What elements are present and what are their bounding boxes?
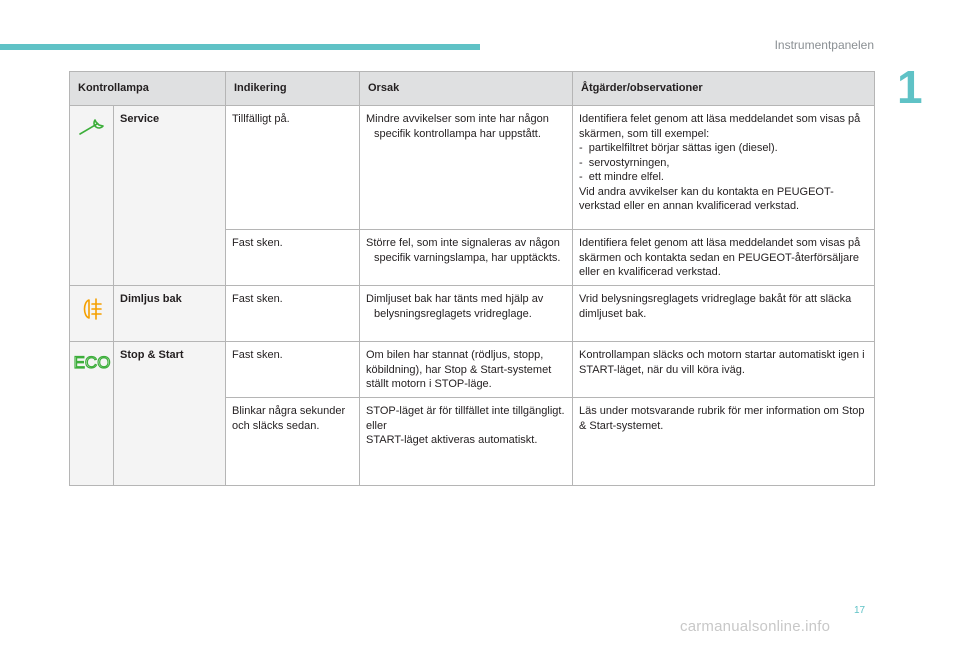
action-list-item: - ett mindre elfel. bbox=[579, 171, 664, 183]
header-atgarder: Åtgärder/observationer bbox=[573, 72, 875, 106]
action-cell: Identifiera felet genom att läsa meddelandet som visas på skärmen och kontakta sedan en PEUGEOT-återförsäljare eller en kvalificerad verkstad. bbox=[573, 230, 875, 286]
lamp-name: Dimljus bak bbox=[114, 286, 226, 342]
watermark: carmanualsonline.info bbox=[680, 618, 831, 635]
cause-cell bbox=[360, 286, 573, 342]
indication-cell: Tillfälligt på. bbox=[226, 106, 360, 230]
warning-lamp-table bbox=[69, 71, 875, 486]
cause-line: START-läget aktiveras automatiskt. bbox=[366, 434, 538, 446]
action-list-item: - partikelfiltret börjar sättas igen (diesel). bbox=[579, 142, 778, 154]
cause-text: Mindre avvikelser som inte har någon specifik kontrollampa har uppstått. bbox=[366, 113, 549, 140]
action-cell bbox=[573, 106, 875, 230]
rear-fog-light-icon bbox=[79, 296, 105, 327]
table-row bbox=[70, 342, 875, 398]
cause-text: Dimljuset bak har tänts med hjälp av belysningsreglagets vridreglage. bbox=[366, 293, 544, 320]
cause-cell: Om bilen har stannat (rödljus, stopp, köbildning), har Stop & Start-systemet ställt motorn i STOP-läge. bbox=[360, 342, 573, 398]
cause-cell bbox=[360, 106, 573, 230]
lamp-icon-cell bbox=[70, 106, 114, 286]
action-cell: Kontrollampan släcks och motorn startar automatiskt igen i START-läget, när du vill köra iväg. bbox=[573, 342, 875, 398]
lamp-icon-cell bbox=[70, 342, 114, 486]
header-kontrollampa: Kontrollampa bbox=[70, 72, 226, 106]
action-cell: Vrid belysningsreglagets vridreglage bakåt för att släcka dimljuset bak. bbox=[573, 286, 875, 342]
header-orsak: Orsak bbox=[360, 72, 573, 106]
eco-icon-text: ECO bbox=[73, 353, 110, 372]
indication-cell: Fast sken. bbox=[226, 230, 360, 286]
cause-text: Större fel, som inte signaleras av någon specifik varningslampa, har upptäckts. bbox=[366, 237, 561, 264]
top-accent-bar bbox=[0, 44, 480, 50]
indication-cell: Fast sken. bbox=[226, 286, 360, 342]
cause-cell bbox=[360, 398, 573, 486]
table-row bbox=[70, 286, 875, 342]
lamp-name: Stop & Start bbox=[114, 342, 226, 486]
section-title: Instrumentpanelen bbox=[774, 38, 874, 52]
table-row bbox=[70, 106, 875, 230]
eco-icon bbox=[72, 352, 112, 377]
cause-line: eller bbox=[366, 419, 387, 432]
action-intro: Identifiera felet genom att läsa meddelandet som visas på skärmen, som till exempel: bbox=[579, 113, 861, 140]
cause-cell bbox=[360, 230, 573, 286]
lamp-icon-cell bbox=[70, 286, 114, 342]
indication-cell: Blinkar några sekunder och släcks sedan. bbox=[226, 398, 360, 486]
header-indikering: Indikering bbox=[226, 72, 360, 106]
indication-cell: Fast sken. bbox=[226, 342, 360, 398]
wrench-icon bbox=[77, 116, 107, 143]
chapter-number: 1 bbox=[897, 61, 923, 113]
action-cell: Läs under motsvarande rubrik för mer information om Stop & Start-systemet. bbox=[573, 398, 875, 486]
table-header-row bbox=[70, 72, 875, 106]
cause-line: STOP-läget är för tillfället inte tillgängligt. bbox=[366, 405, 565, 417]
action-outro: Vid andra avvikelser kan du kontakta en PEUGEOT-verkstad eller en annan kvalificerad verkstad. bbox=[579, 185, 834, 212]
page-number: 17 bbox=[854, 605, 866, 616]
action-list-item: - servostyrningen, bbox=[579, 156, 670, 169]
lamp-name: Service bbox=[114, 106, 226, 286]
